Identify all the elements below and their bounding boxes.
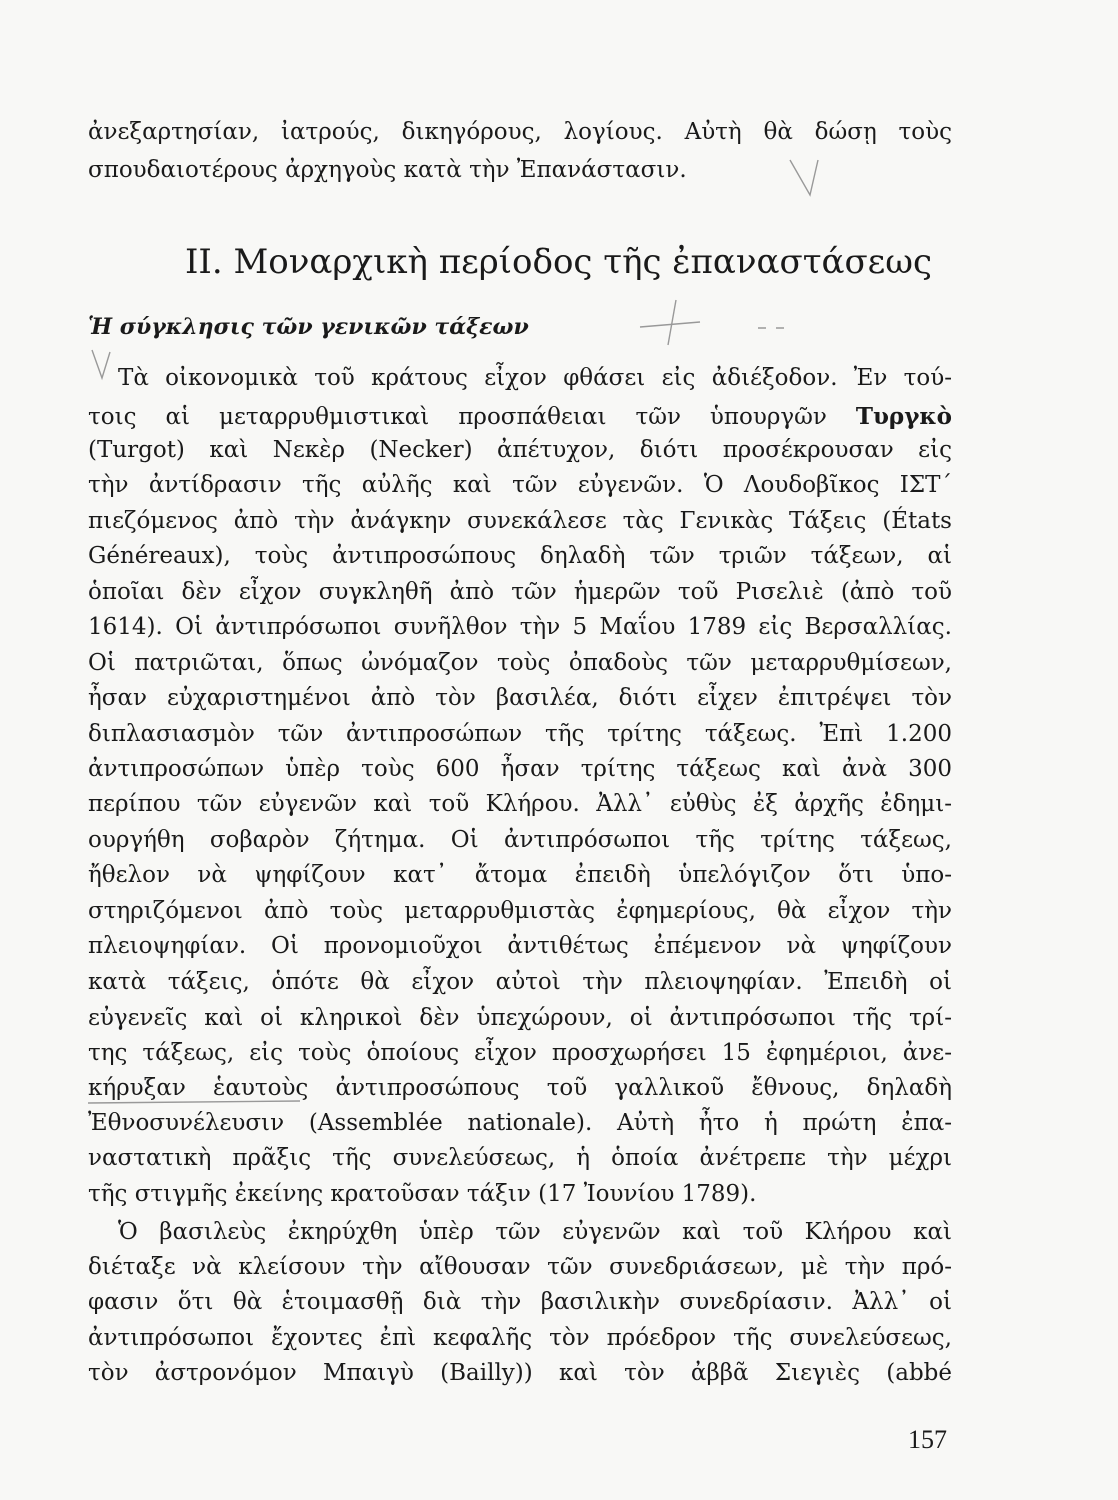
- pencil-dash-mark: [640, 322, 700, 327]
- text-line: Généreaux), τοὺς ἀντιπροσώπους δηλαδὴ τῶν τριῶν τάξεων, αἱ: [88, 543, 952, 569]
- text-line: ουργήθη σοβαρὸν ζήτημα. Οἱ ἀντιπρόσωποι τῆς τρίτης τάξεως,: [88, 827, 952, 853]
- text-line: ναστατικὴ πρᾶξις τῆς συνελεύσεως, ἡ ὁποία ἀνέτρεπε τὴν μέχρι: [88, 1145, 952, 1171]
- text-line: ἤθελον νὰ ψηφίζουν κατ᾽ ἄτομα ἐπειδὴ ὑπελόγιζον ὅτι ὑπο-: [88, 862, 952, 888]
- bold-name: Τυργκὸ: [855, 403, 952, 430]
- text-line: 1614). Οἱ ἀντιπρόσωποι συνῆλθον τὴν 5 Μαΐου 1789 εἰς Βερσαλλίας.: [88, 614, 952, 640]
- section-heading: II. Μοναρχικὴ περίοδος τῆς ἐπαναστάσεως: [185, 242, 933, 282]
- text-line: Οἱ πατριῶται, ὅπως ὠνόμαζον τοὺς ὀπαδοὺς τῶν μεταρρυθμίσεων,: [88, 650, 952, 676]
- text-line: ἀντιπρόσωποι ἔχοντες ἐπὶ κεφαλῆς τὸν πρόεδρον τῆς συνελεύσεως,: [88, 1325, 952, 1351]
- text-line: πλειοψηφίαν. Οἱ προνομιοῦχοι ἀντιθέτως ἐπέμενον νὰ ψηφίζουν: [88, 933, 952, 959]
- subsection-heading: Ἡ σύγκλησις τῶν γενικῶν τάξεων: [88, 314, 529, 340]
- text-line: φασιν ὅτι θὰ ἑτοιμασθῇ διὰ τὴν βασιλικὴν συνεδρίασιν. Ἀλλ᾽ οἱ: [88, 1289, 952, 1315]
- text-line: [88, 405, 952, 429]
- text-span: τοις αἱ μεταρρυθμιστικαὶ προσπάθειαι τῶν ὑπουργῶν: [88, 404, 856, 430]
- text-line: ἀνεξαρτησίαν, ἰατρούς, δικηγόρους, λογίους. Αὐτὴ θὰ δώσῃ τοὺς: [88, 119, 952, 145]
- text-line: ἦσαν εὐχαριστημένοι ἀπὸ τὸν βασιλέα, διότι εἶχεν ἐπιτρέψει τὸν: [88, 685, 952, 711]
- pencil-underline: [88, 1101, 300, 1103]
- page-number: 157: [908, 1425, 947, 1454]
- text-line: Ὁ βασιλεὺς ἐκηρύχθη ὑπὲρ τῶν εὐγενῶν καὶ τοῦ Κλήρου καὶ: [118, 1219, 952, 1245]
- text-line: σπουδαιοτέρους ἀρχηγοὺς κατὰ τὴν Ἐπανάστασιν.: [88, 157, 687, 183]
- text-line: διπλασιασμὸν τῶν ἀντιπροσώπων τῆς τρίτης τάξεως. Ἐπὶ 1.200: [88, 721, 952, 747]
- text-line: τῆς στιγμῆς ἐκείνης κρατοῦσαν τάξιν (17 Ἰουνίου 1789).: [88, 1181, 757, 1207]
- text-line: της τάξεως, εἰς τοὺς ὁποίους εἶχον προσχωρήσει 15 ἐφημέριοι, ἀνε-: [88, 1040, 952, 1066]
- text-line: Τὰ οἰκονομικὰ τοῦ κράτους εἶχον φθάσει εἰς ἀδιέξοδον. Ἐν τού-: [118, 365, 952, 391]
- text-line: (Turgot) καὶ Νεκὲρ (Necker) ἀπέτυχον, διότι προσέκρουσαν εἰς: [88, 437, 952, 463]
- text-line: στηριζόμενοι ἀπὸ τοὺς μεταρρυθμιστὰς ἐφημερίους, θὰ εἶχον τὴν: [88, 898, 952, 924]
- text-line: κήρυξαν ἑαυτοὺς ἀντιπροσώπους τοῦ γαλλικοῦ ἔθνους, δηλαδὴ: [88, 1075, 952, 1101]
- pencil-check-mark: [92, 350, 110, 378]
- text-line: Ἐθνοσυνέλευσιν (Assemblée nationale). Αὐτὴ ἦτο ἡ πρώτη ἐπα-: [88, 1110, 952, 1136]
- text-line: ὁποῖαι δὲν εἶχον συγκληθῆ ἀπὸ τῶν ἡμερῶν τοῦ Ρισελιὲ (ἀπὸ τοῦ: [88, 579, 952, 605]
- text-line: τὴν ἀντίδρασιν τῆς αὐλῆς καὶ τῶν εὐγενῶν. Ὁ Λουδοβῖκος ΙΣΤ΄: [88, 472, 952, 498]
- text-line: περίπου τῶν εὐγενῶν καὶ τοῦ Κλήρου. Ἀλλ᾽ εὐθὺς ἐξ ἀρχῆς ἐδημι-: [88, 791, 952, 817]
- text-line: τὸν ἀστρονόμον Μπαιγὺ (Bailly)) καὶ τὸν ἀββᾶ Σιεγιὲς (abbé: [88, 1360, 952, 1386]
- text-line: κατὰ τάξεις, ὁπότε θὰ εἶχον αὐτοὶ τὴν πλειοψηφίαν. Ἐπειδὴ οἱ: [88, 969, 952, 995]
- pencil-cross-mark: [668, 300, 676, 345]
- text-line: πιεζόμενος ἀπὸ τὴν ἀνάγκην συνεκάλεσε τὰς Γενικὰς Τάξεις (États: [88, 508, 952, 534]
- text-line: διέταξε νὰ κλείσουν τὴν αἴθουσαν τῶν συνεδριάσεων, μὲ τὴν πρό-: [88, 1254, 952, 1280]
- text-line: εὐγενεῖς καὶ οἱ κληρικοὶ δὲν ὑπεχώρουν, οἱ ἀντιπρόσωποι τῆς τρί-: [88, 1005, 952, 1031]
- text-line: ἀντιπροσώπων ὑπὲρ τοὺς 600 ἦσαν τρίτης τάξεως καὶ ἀνὰ 300: [88, 756, 952, 782]
